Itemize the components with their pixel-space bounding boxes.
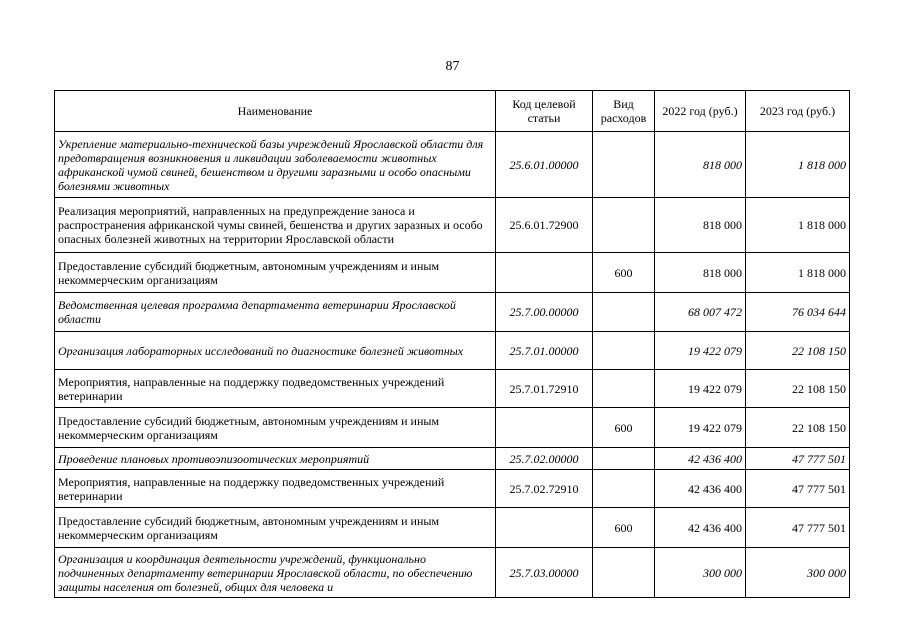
row-amount-2022: 19 422 079 xyxy=(655,332,746,370)
row-amount-2023: 47 777 501 xyxy=(746,470,850,508)
table-row xyxy=(55,198,850,253)
row-amount-2022: 19 422 079 xyxy=(655,370,746,408)
row-expense-type xyxy=(593,293,655,332)
row-code: 25.6.01.00000 xyxy=(496,132,593,198)
row-amount-2023: 22 108 150 xyxy=(746,370,850,408)
table-row xyxy=(55,470,850,508)
row-amount-2023: 22 108 150 xyxy=(746,408,850,448)
table-header-row xyxy=(55,91,850,132)
row-amount-2023: 22 108 150 xyxy=(746,332,850,370)
row-expense-type xyxy=(593,132,655,198)
table-row xyxy=(55,132,850,198)
row-amount-2022: 818 000 xyxy=(655,253,746,293)
table-row xyxy=(55,370,850,408)
row-name: Предоставление субсидий бюджетным, автономным учреждениям и иным некоммерческим организациям xyxy=(55,508,496,548)
table-row xyxy=(55,448,850,470)
row-name: Укрепление материально-технической базы учреждений Ярославской области для предотвращения возникновения и ликвидации заболеваемости животных африканской чумой свиней, бешенством и другими заразными и особо опасными болезнями животных xyxy=(55,132,496,198)
row-name: Реализация мероприятий, направленных на предупреждение заноса и распространения африканской чумы свиней, бешенства и других заразных и особо опасных болезней животных на территории Ярославской области xyxy=(55,198,496,253)
row-name: Организация лабораторных исследований по диагностике болезней животных xyxy=(55,332,496,370)
table-row xyxy=(55,408,850,448)
table-row xyxy=(55,508,850,548)
row-name: Мероприятия, направленные на поддержку подведомственных учреждений ветеринарии xyxy=(55,370,496,408)
row-expense-type: 600 xyxy=(593,253,655,293)
row-expense-type: 600 xyxy=(593,408,655,448)
row-expense-type xyxy=(593,370,655,408)
row-amount-2022: 42 436 400 xyxy=(655,508,746,548)
row-amount-2022: 818 000 xyxy=(655,132,746,198)
row-expense-type xyxy=(593,470,655,508)
row-code: 25.7.03.00000 xyxy=(496,548,593,598)
row-code: 25.7.00.00000 xyxy=(496,293,593,332)
row-amount-2023: 47 777 501 xyxy=(746,508,850,548)
row-amount-2023: 1 818 000 xyxy=(746,198,850,253)
row-amount-2022: 19 422 079 xyxy=(655,408,746,448)
row-name: Предоставление субсидий бюджетным, автономным учреждениям и иным некоммерческим организациям xyxy=(55,253,496,293)
row-amount-2022: 818 000 xyxy=(655,198,746,253)
row-name: Мероприятия, направленные на поддержку подведомственных учреждений ветеринарии xyxy=(55,470,496,508)
row-code: 25.7.02.00000 xyxy=(496,448,593,470)
row-amount-2023: 76 034 644 xyxy=(746,293,850,332)
row-name: Предоставление субсидий бюджетным, автономным учреждениям и иным некоммерческим организациям xyxy=(55,408,496,448)
row-code: 25.7.01.72910 xyxy=(496,370,593,408)
row-amount-2022: 300 000 xyxy=(655,548,746,598)
row-amount-2023: 300 000 xyxy=(746,548,850,598)
table-row xyxy=(55,293,850,332)
header-type: Вид расходов xyxy=(593,91,655,132)
row-amount-2023: 1 818 000 xyxy=(746,132,850,198)
row-code xyxy=(496,253,593,293)
header-2023: 2023 год (руб.) xyxy=(746,91,850,132)
row-name: Организация и координация деятельности учреждений, функционально подчиненных департаменту ветеринарии Ярославской области, по обеспечению защиты населения от болезней, общих для человека и xyxy=(55,548,496,598)
row-amount-2023: 1 818 000 xyxy=(746,253,850,293)
row-code: 25.7.02.72910 xyxy=(496,470,593,508)
row-amount-2022: 42 436 400 xyxy=(655,448,746,470)
row-expense-type: 600 xyxy=(593,508,655,548)
table-body xyxy=(55,132,850,598)
budget-table xyxy=(54,90,850,598)
row-amount-2022: 42 436 400 xyxy=(655,470,746,508)
header-name: Наименование xyxy=(55,91,496,132)
table-row xyxy=(55,253,850,293)
row-expense-type xyxy=(593,332,655,370)
row-code: 25.6.01.72900 xyxy=(496,198,593,253)
table-row xyxy=(55,332,850,370)
row-name: Проведение плановых противоэпизоотических мероприятий xyxy=(55,448,496,470)
row-code xyxy=(496,408,593,448)
row-code xyxy=(496,508,593,548)
table-row xyxy=(55,548,850,598)
row-expense-type xyxy=(593,448,655,470)
row-amount-2022: 68 007 472 xyxy=(655,293,746,332)
row-expense-type xyxy=(593,198,655,253)
header-2022: 2022 год (руб.) xyxy=(655,91,746,132)
page-number: 87 xyxy=(445,59,460,74)
row-amount-2023: 47 777 501 xyxy=(746,448,850,470)
row-name: Ведомственная целевая программа департамента ветеринарии Ярославской области xyxy=(55,293,496,332)
header-code: Код целевой статьи xyxy=(496,91,593,132)
row-expense-type xyxy=(593,548,655,598)
row-code: 25.7.01.00000 xyxy=(496,332,593,370)
